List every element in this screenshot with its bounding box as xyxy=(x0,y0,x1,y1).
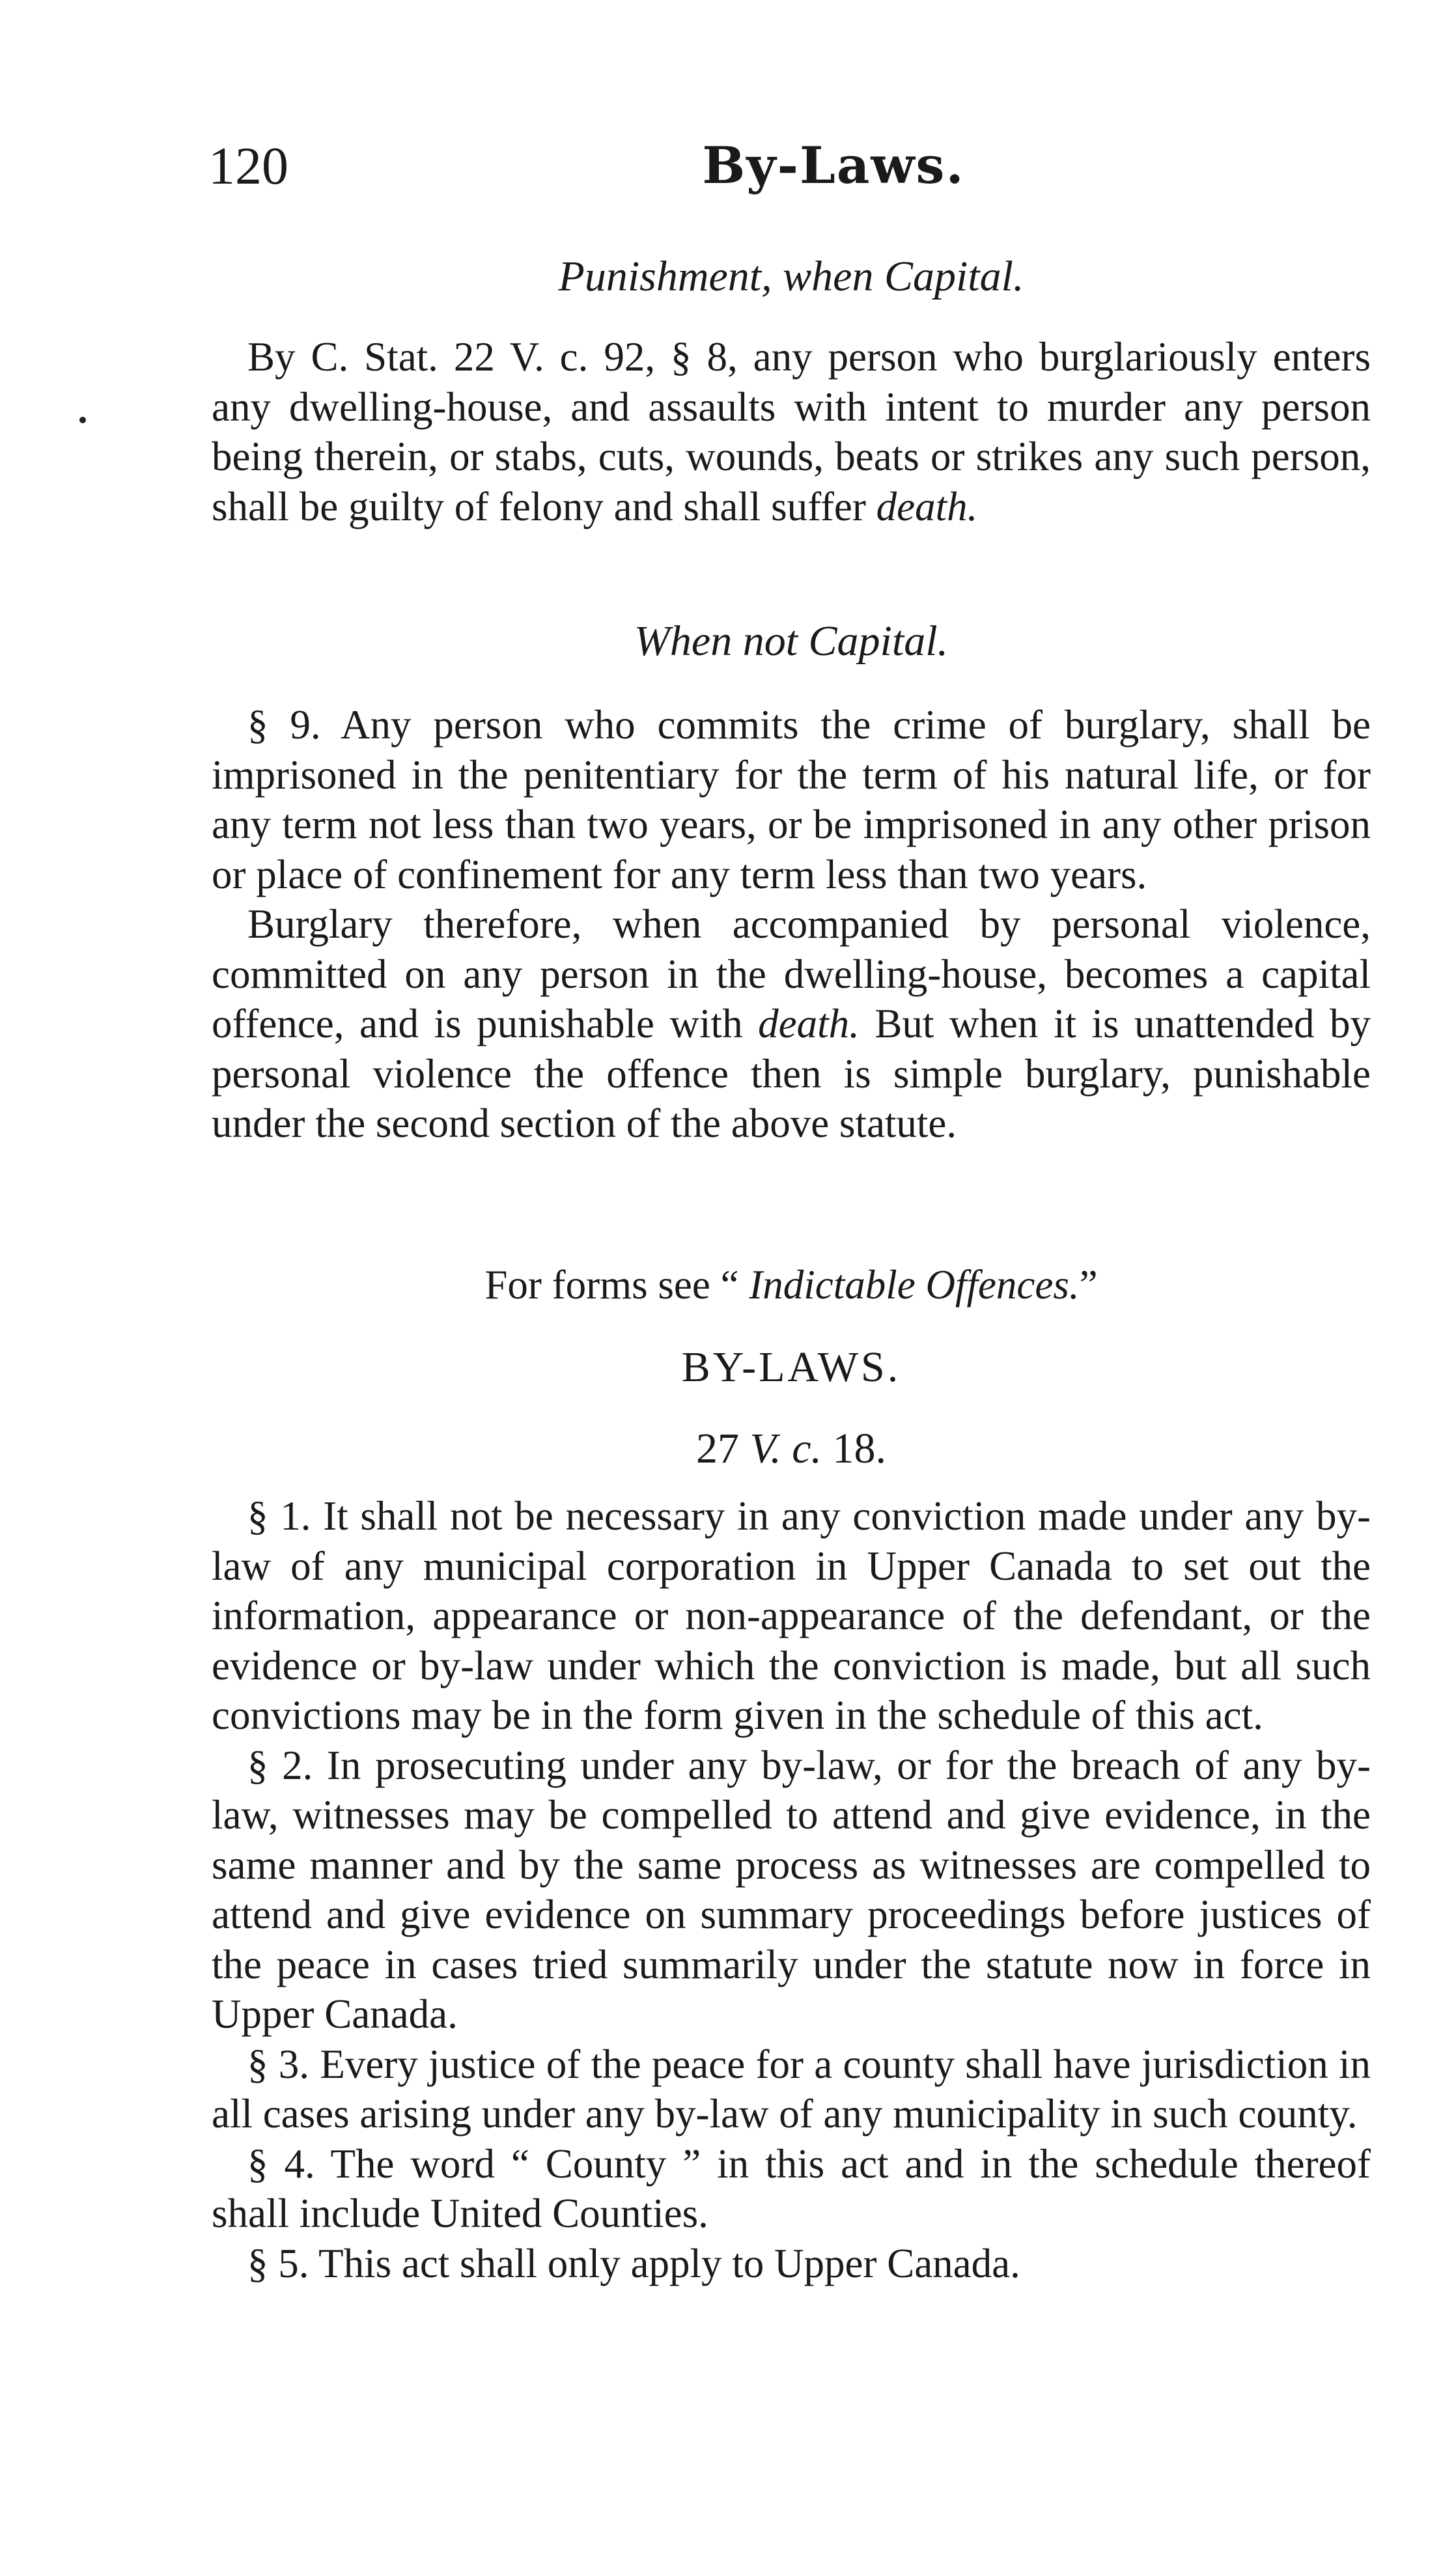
paragraph-section-2: § 2. In prosecuting under any by-law, or for the breach of any by-law, witnesses may be compelled to attend and give evidence, in the same manner and by the same process as witnesses are compelled to attend and give evidence on summary proceedings before justices of the peace in cases tried summarily under the statute now in force in Upper Canada. xyxy=(212,1742,1371,2037)
paragraph-section-4: § 4. The word “ County ” in this act and in the schedule thereof shall include United Counties. xyxy=(212,2140,1371,2236)
heading-not-capital: When not Capital. xyxy=(634,617,949,665)
stray-mark xyxy=(79,417,86,423)
running-head: By-Laws. xyxy=(702,136,965,195)
chapter-citation: 27 V. c. 18. xyxy=(695,1425,887,1472)
not-capital-text xyxy=(212,700,1371,1149)
paragraph-burglary-therefore: Burglary therefore, when accompanied by personal violence, committed on any person in the dwelling-house, becomes a capital offence, and is punishable with death. But when it is unattended by personal violence the offence then is simple burglary, punishable under the second section of the above statute. xyxy=(212,901,1371,1146)
heading-punishment-capital: Punishment, when Capital. xyxy=(558,253,1024,300)
page-header xyxy=(208,130,1367,202)
paragraph-stat-22v: By C. Stat. 22 V. c. 92, § 8, any person who burglariously enters any dwelling-house, and assaults with intent to murder any person being therein, or stabs, cuts, wounds, beats or strikes any such person, shall be guilty of felony and shall suffer death. xyxy=(212,334,1371,529)
italic-death: death. xyxy=(758,1001,860,1046)
italic-death: death. xyxy=(876,483,978,529)
paragraph-section-3: § 3. Every justice of the peace for a county shall have jurisdiction in all cases arising under any by-law of any municipality in such county. xyxy=(212,2041,1371,2137)
italic-indictable-offences: Indictable Offences. xyxy=(749,1262,1080,1308)
heading-bylaws: BY-LAWS. xyxy=(681,1343,901,1391)
forms-reference: For forms see “ Indictable Offences.” xyxy=(484,1262,1098,1308)
paragraph-section-1: § 1. It shall not be necessary in any conviction made under any by-law of any municipal corporation in Upper Canada to set out the information, appearance or non-appearance of the defendant, or the evidence or by-law under which the conviction is made, but all such convictions may be in the form given in the schedule of this act. xyxy=(212,1493,1371,1738)
page-number: 120 xyxy=(208,136,288,195)
paragraph-section-5: § 5. This act shall only apply to Upper Canada. xyxy=(247,2240,1020,2286)
bylaws-sections xyxy=(212,1491,1371,2288)
paragraph-section-9: § 9. Any person who commits the crime of burglary, shall be imprisoned in the penitentiary for the term of his natural life, or for any term not less than two years, or be imprisoned in any other prison or place of confinement for any term less than two years. xyxy=(212,702,1371,897)
paragraph-capital-punishment xyxy=(212,332,1371,531)
